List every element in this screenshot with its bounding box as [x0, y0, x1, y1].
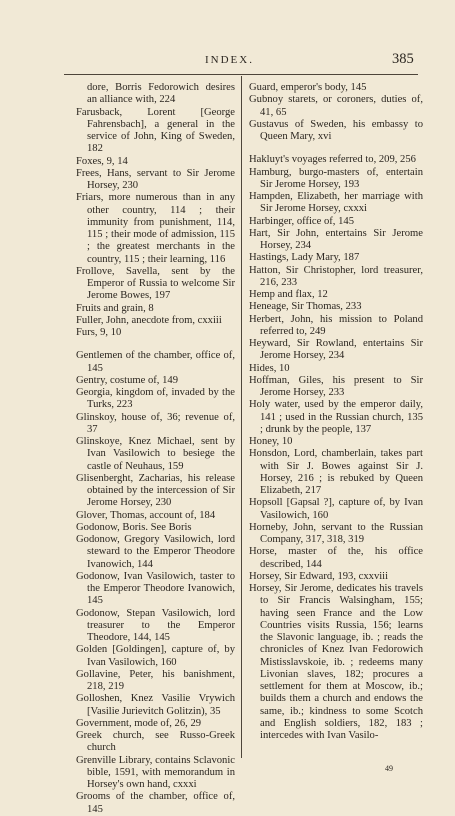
- index-entry: Horse, master of the, his office described, 144: [249, 546, 423, 570]
- page-number: 385: [392, 51, 414, 67]
- index-entry: Godonow, Stepan Vasilowich, lord treasurer to the Emperor Theodore, 144, 145: [76, 607, 235, 643]
- index-entry: Hastings, Lady Mary, 187: [249, 252, 360, 264]
- index-entry: dore, Borris Fedorowich desires an alliance with, 224: [87, 82, 235, 106]
- index-entry: Gentry, costume of, 149: [76, 374, 178, 386]
- index-entry: Godonow, Gregory Vasilowich, lord steward to the Emperor Theodore Ivanowich, 144: [76, 534, 235, 570]
- right-column: [249, 82, 423, 742]
- index-entry: Godonow, Boris. See Boris: [76, 521, 192, 533]
- index-entry: Guard, emperor's body, 145: [249, 82, 367, 93]
- index-entry: Horneby, John, servant to the Russian Company, 317, 318, 319: [249, 521, 423, 545]
- index-entry: Hamburg, burgo-masters of, entertain Sir Jerome Horsey, 193: [249, 166, 423, 190]
- index-entry: Golden [Goldingen], capture of, by Ivan Vasilowich, 160: [76, 644, 235, 668]
- index-entry: Honey, 10: [249, 436, 293, 447]
- index-entry: Godonow, Ivan Vasilowich, taster to the Emperor Theodore Ivanowich, 145: [76, 570, 235, 607]
- index-entry: Gentlemen of the chamber, office of, 145: [76, 350, 235, 374]
- index-entry: Farusback, Lorent [George Fahrensbach], a general in the service of John, King of Sweden, 182: [76, 106, 235, 155]
- index-entry: Gustavus of Sweden, his embassy to Queen Mary, xvi: [249, 118, 423, 142]
- index-entry: Greek church, see Russo-Greek church: [76, 730, 235, 754]
- index-entry: Glisenberght, Zacharias, his release obtained by the intercession of Sir Jerome Horsey, 230: [76, 472, 235, 509]
- index-entry: Frees, Hans, servant to Sir Jerome Horsey, 230: [76, 167, 235, 191]
- index-entry: Heyward, Sir Rowland, entertains Sir Jerome Horsey, 234: [249, 338, 423, 362]
- index-entry: Hampden, Elizabeth, her marriage with Sir Jerome Horsey, cxxxi: [249, 191, 423, 215]
- index-entry: Hart, Sir John, entertains Sir Jerome Horsey, 234: [249, 227, 423, 251]
- index-entry: Hides, 10: [249, 362, 290, 374]
- page-header: [0, 52, 455, 72]
- index-entry: Friars, more numerous than in any other country, 114 ; their immunity from punishment, 114, 115 ; their mode of admission, 115 ; the greatest merchants in the country, 115 ; their learning, 116: [76, 192, 235, 265]
- letter-section-gap: [249, 143, 423, 154]
- column-divider: [241, 76, 242, 758]
- index-entry: Foxes, 9, 14: [76, 155, 128, 167]
- index-entry: Hopsoll [Gapsal ?], capture of, by Ivan Vasilowich, 160: [249, 497, 423, 521]
- index-entry: Hatton, Sir Christopher, lord treasurer, 216, 233: [249, 264, 423, 288]
- index-entry: Hoffman, Giles, his present to Sir Jerome Horsey, 233: [249, 374, 423, 398]
- index-entry: Fruits and grain, 8: [76, 302, 154, 314]
- index-entry: Horsey, Sir Edward, 193, cxxviii: [249, 570, 389, 582]
- header-rule: [64, 74, 418, 75]
- index-entry: Hakluyt's voyages referred to, 209, 256: [249, 154, 416, 166]
- index-entry: Glover, Thomas, account of, 184: [76, 509, 216, 521]
- left-column: [76, 82, 235, 816]
- page-title: INDEX.: [205, 54, 254, 66]
- index-entry: Heneage, Sir Thomas, 233: [249, 301, 362, 313]
- index-entry: Holy water, used by the emperor daily, 141 ; used in the Russian church, 135 ; drunk by the people, 137: [249, 399, 423, 435]
- index-entry: Gollavine, Peter, his banishment, 218, 219: [76, 668, 235, 692]
- index-entry: Golloshen, Knez Vasilie Vrywich [Vasilie Jurievitch Golitzin), 35: [76, 693, 235, 717]
- index-entry: Herbert, John, his mission to Poland referred to, 249: [249, 313, 423, 337]
- index-entry: Honsdon, Lord, chamberlain, takes part with Sir J. Bowes against Sir J. Horsey, 216 ; is rebuked by Queen Elizabeth, 217: [249, 448, 423, 496]
- index-entry: Horsey, Sir Jerome, dedicates his travels to Sir Francis Walsingham, 155; having seen France and the Low Countries visits Russia, 156; learns the Slavonic language, ib. ; reads the chronicles of Knez Ivan Fedorowich Mistisslavskoie, ib. ; redeems many Livonian slaves, 182; procures a settlement for them at Moscow, ib.; builds them a church and endows the same, ib.; kindness to some Scotch and English soldiers, 182, 183 ; intercedes with Ivan Vasilo-: [249, 583, 423, 741]
- index-entry: Government, mode of, 26, 29: [76, 717, 202, 729]
- index-entry: Gubnoy starets, or coroners, duties of, 41, 65: [249, 94, 423, 118]
- index-entry: Glinskoy, house of, 36; revenue of, 37: [76, 411, 235, 435]
- index-entry: Furs, 9, 10: [76, 327, 122, 338]
- index-entry: Harbinger, office of, 145: [249, 215, 354, 227]
- index-entry: Glinskoye, Knez Michael, sent by Ivan Vasilowich to besiege the castle of Neuhaus, 159: [76, 436, 235, 472]
- signature-mark: 49: [385, 764, 393, 773]
- index-entry: Hemp and flax, 12: [249, 289, 328, 300]
- letter-section-gap: [76, 339, 235, 350]
- index-entry: Grooms of the chamber, office of, 145: [76, 791, 235, 815]
- index-entry: Fuller, John, anecdote from, cxxiii: [76, 314, 222, 326]
- index-entry: Georgia, kingdom of, invaded by the Turks, 223: [76, 387, 235, 411]
- index-entry: Grenville Library, contains Sclavonic bible, 1591, with memorandum in Horsey's own hand, cxxxi: [76, 754, 235, 790]
- index-entry: Frollove, Savella, sent by the Emperor of Russia to welcome Sir Jerome Bowes, 197: [76, 265, 235, 302]
